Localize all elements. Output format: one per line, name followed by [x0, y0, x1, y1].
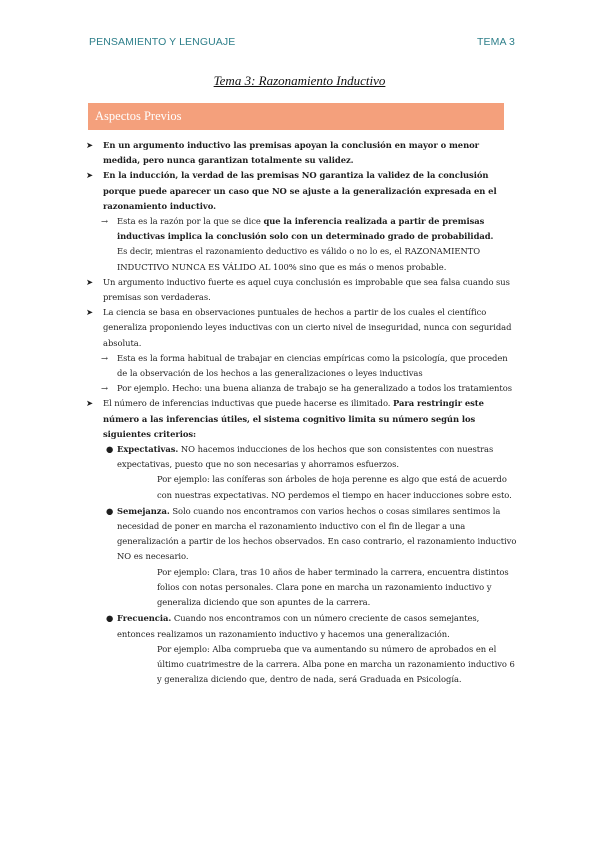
list-item [86, 214, 518, 244]
paragraph-bold-text: que la inferencia realizada a partir de premisas inductivas implica la conclusión solo con un determinado grado de probabilidad. [117, 216, 494, 242]
list-item [86, 381, 518, 396]
arrowhead-bullet-icon: ➤ [86, 170, 93, 181]
list-item [86, 138, 518, 168]
criterion-item [86, 504, 518, 565]
dot-bullet-icon: ● [106, 613, 114, 624]
dot-bullet-icon: ● [106, 444, 114, 455]
list-item [86, 168, 518, 214]
arrowhead-bullet-icon: ➤ [86, 307, 93, 318]
list-item [86, 396, 518, 442]
criterion-label: Expectativas. [117, 444, 179, 455]
paragraph-bold-text: Para restringir este número a las inferencias útiles, el sistema cognitivo limita su número según los siguientes criterios: [103, 398, 484, 439]
header-topic: TEMA 3 [477, 36, 515, 48]
dot-bullet-icon: ● [106, 505, 114, 516]
paragraph-text: En un argumento inductivo las premisas apoyan la conclusión en mayor o menor medida, pero nunca garantizan totalmente su validez. [103, 140, 480, 166]
paragraph-text: Esta es la forma habitual de trabajar en ciencias empíricas como la psicología, que proceden de la observación de los hechos a las generalizaciones o leyes inductivas [117, 352, 508, 379]
right-arrow-bullet-icon: → [101, 383, 108, 394]
arrowhead-bullet-icon: ➤ [86, 140, 93, 150]
criterion-item [86, 442, 518, 472]
document-body [86, 138, 518, 687]
section-heading: Aspectos Previos [95, 109, 182, 123]
criterion-label: Semejanza. [117, 505, 170, 516]
paragraph-text: Un argumento inductivo fuerte es aquel cuya conclusión es improbable que sea falsa cuando sus premisas son verdaderas. [103, 276, 510, 303]
page-title: Tema 3: Razonamiento Inductivo [213, 73, 386, 88]
criterion-item [86, 611, 518, 641]
arrowhead-bullet-icon: ➤ [86, 276, 93, 287]
header-course: PENSAMIENTO Y LENGUAJE [89, 36, 236, 48]
criterion-example: Por ejemplo: las coníferas son árboles de hoja perenne es algo que está de acuerdo con nuestras expectativas. NO perdemos el tiempo en hacer inducciones sobre esto. [157, 474, 512, 500]
list-item [86, 305, 518, 351]
criterion-text: Solo cuando nos encontramos con varios hechos o cosas similares sentimos la necesidad de poner en marcha el razonamiento inductivo con el fin de llegar a una generalización a partir de los hechos observados. En caso contrario, el razonamiento inductivo NO es necesario. [117, 505, 517, 562]
paragraph-text: La ciencia se basa en observaciones puntuales de hechos a partir de los cuales el científico generaliza proponiendo leyes inductivas con un cierto nivel de inseguridad, nunca con seguridad absoluta. [103, 307, 512, 348]
list-item [86, 275, 518, 305]
paragraph-text: El número de inferencias inductivas que puede hacerse es ilimitado. [103, 398, 394, 409]
criterion-text: NO hacemos inducciones de los hechos que son consistentes con nuestras expectativas, puesto que no son necesarias y ahorramos esfuerzos. [117, 444, 494, 470]
criterion-example: Por ejemplo: Clara, tras 10 años de haber terminado la carrera, encuentra distintos folios con notas personales. Clara pone en marcha un razonamiento inductivo y generaliza diciendo que son apuntes de la carrera. [157, 566, 509, 608]
paragraph-text: Por ejemplo. Hecho: una buena alianza de trabajo se ha generalizado a todos los tratamientos [117, 383, 512, 394]
criterion-text: Cuando nos encontramos con un número creciente de casos semejantes, entonces realizamos un razonamiento inductivo y hacemos una generalización. [117, 613, 480, 639]
criterion-example: Por ejemplo: Alba comprueba que va aumentando su número de aprobados en el último cuatrimestre de la carrera. Alba pone en marcha un razonamiento inductivo 6 y generaliza diciendo que, dentro de nada, será Graduada en Psicología. [157, 643, 515, 685]
paragraph-text: En la inducción, la verdad de las premisas NO garantiza la validez de la conclusión porque puede aparecer un caso que NO se ajuste a la generalización expresada en el razonamiento inductivo. [103, 170, 497, 211]
criterion-label: Frecuencia. [117, 613, 172, 624]
list-item [86, 351, 518, 381]
arrowhead-bullet-icon: ➤ [86, 398, 93, 409]
section-heading-bar [88, 103, 504, 130]
paragraph-continuation: Es decir, mientras el razonamiento deductivo es válido o no lo es, el RAZONAMIENTO INDUCTIVO NUNCA ES VÁLIDO AL 100% sino que es más o menos probable. [117, 246, 481, 272]
right-arrow-bullet-icon: → [101, 352, 108, 363]
page-header [89, 36, 515, 48]
paragraph-text: Esta es la razón por la que se dice [117, 216, 264, 227]
right-arrow-bullet-icon: → [101, 216, 108, 227]
